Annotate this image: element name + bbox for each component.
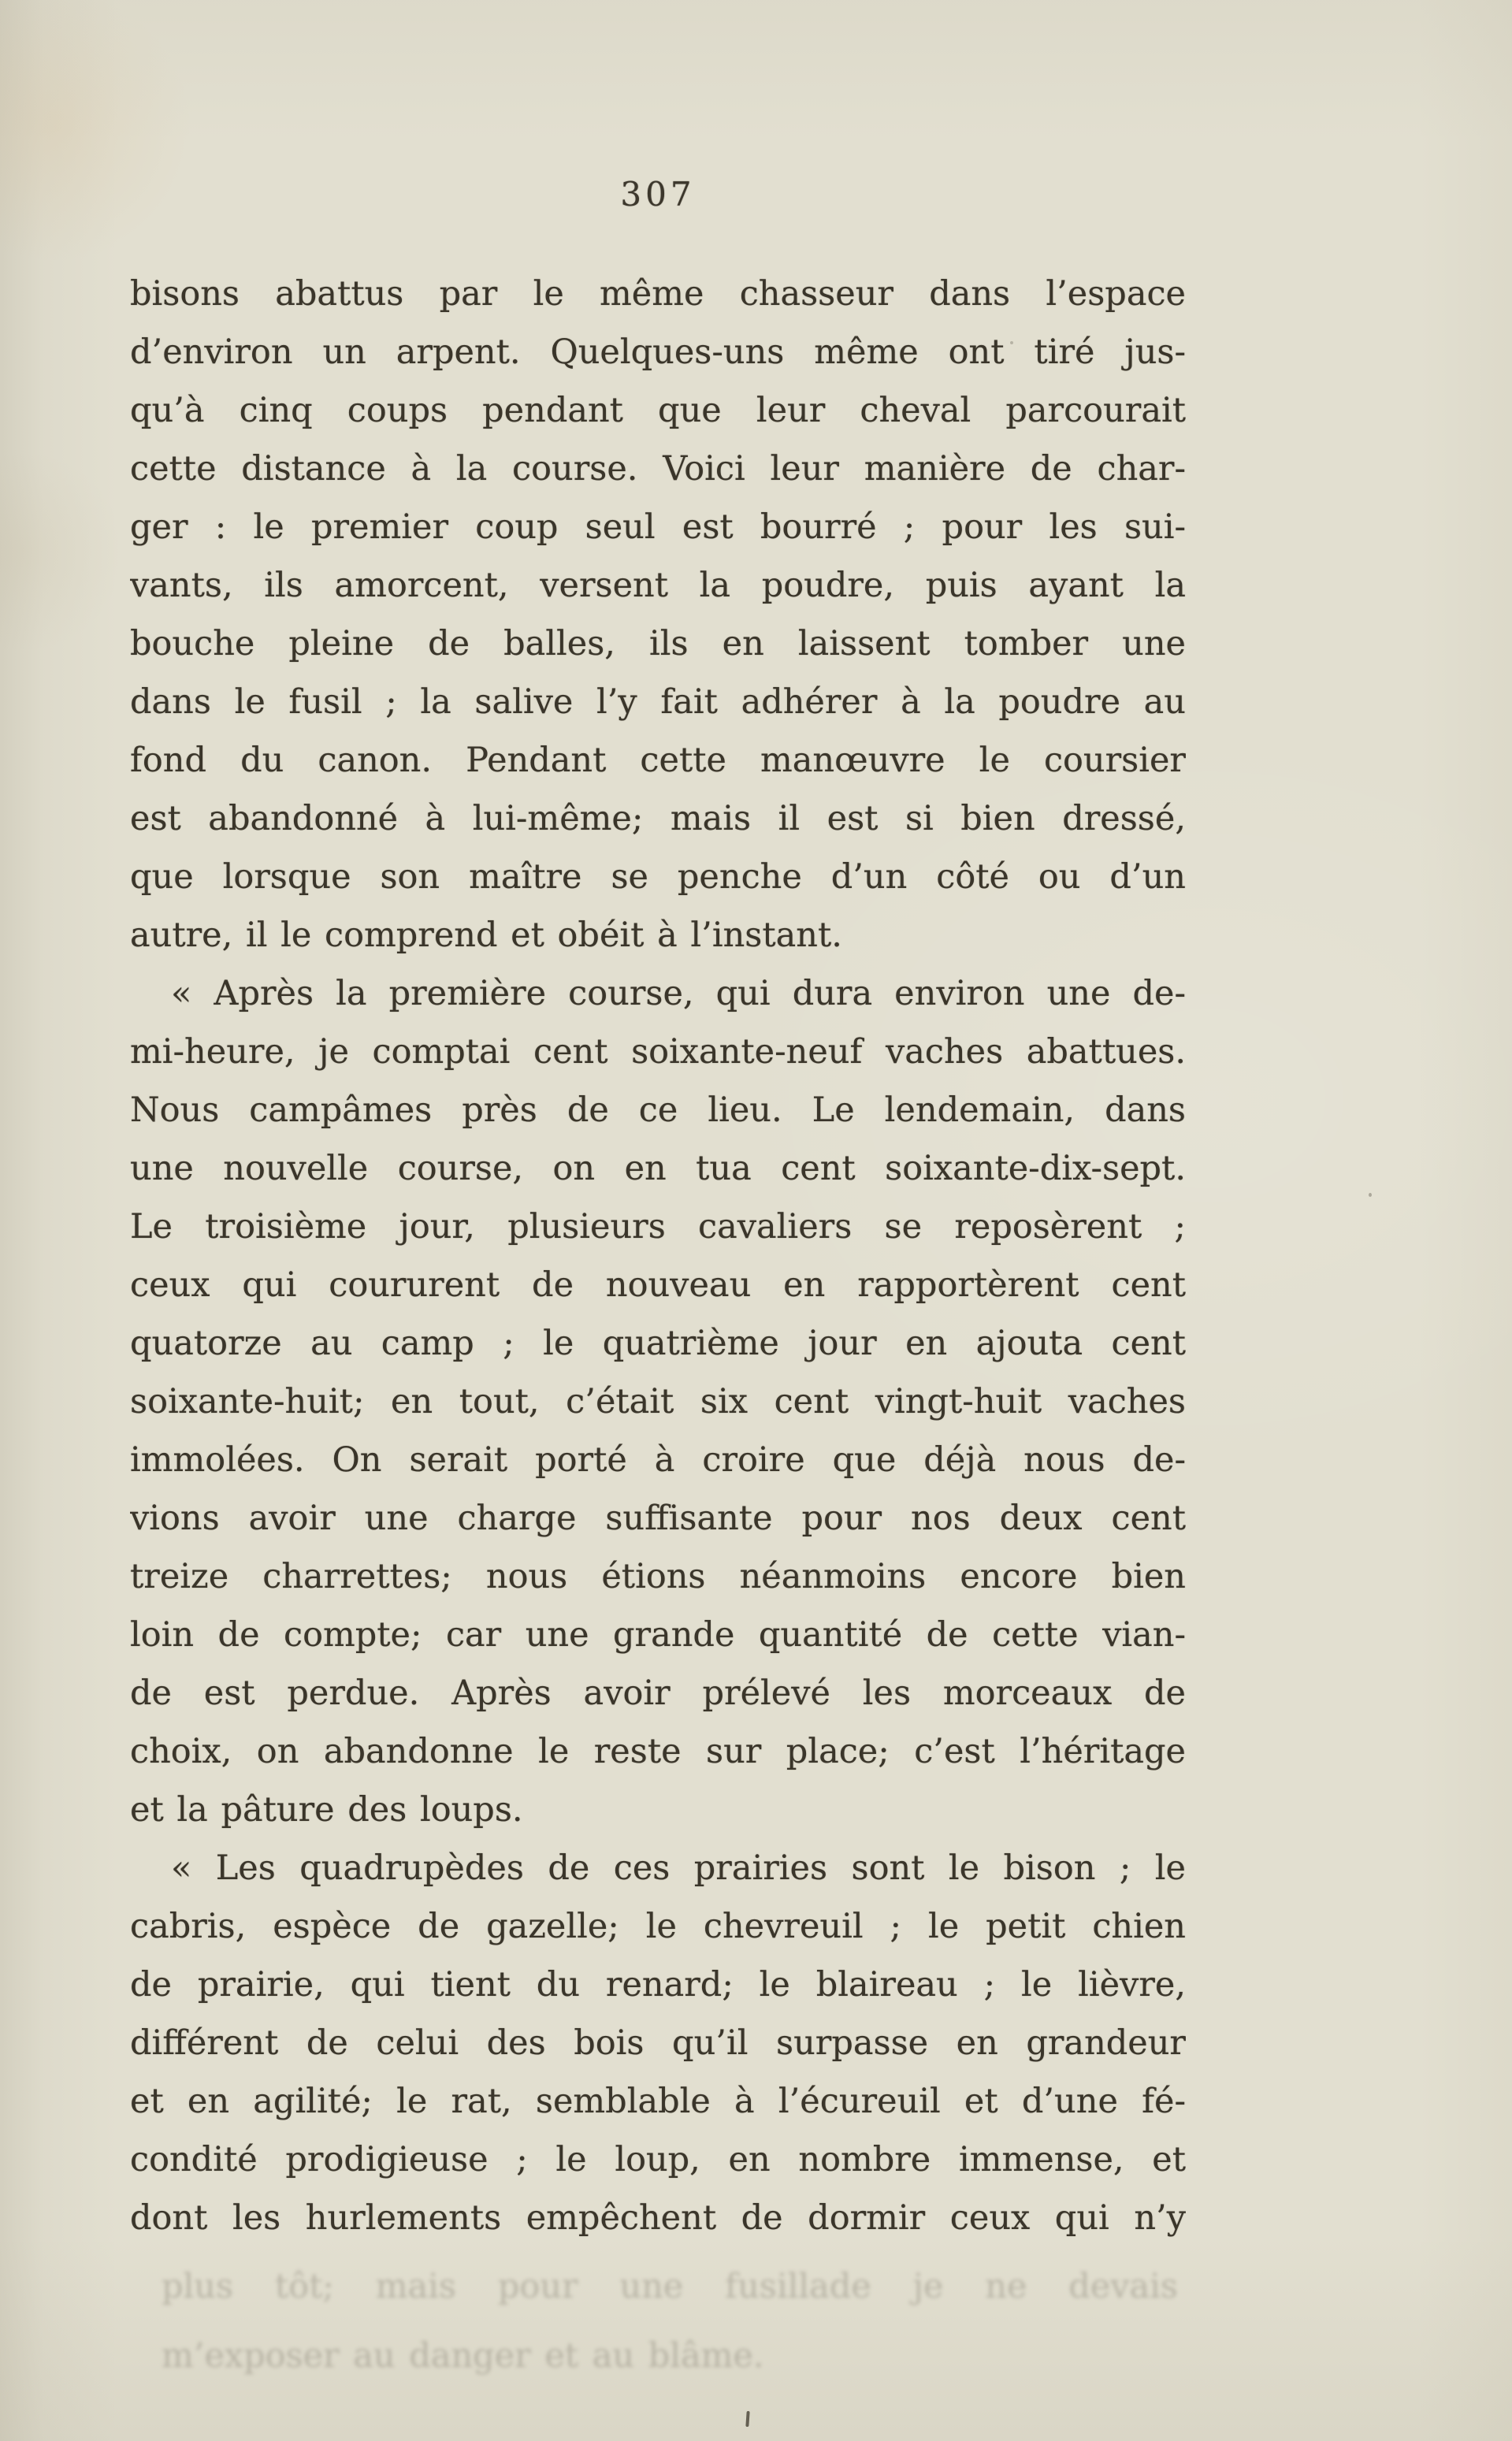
text-line: fond du canon. Pendant cette manœuvre le coursier [130, 741, 1186, 780]
text-line: qu’à cinq coups pendant que leur cheval parcourait [130, 391, 1186, 430]
text-line: Nous campâmes près de ce lieu. Le lendemain, dans [130, 1090, 1186, 1130]
text-line: treize charrettes; nous étions néanmoins encore bien [130, 1557, 1186, 1596]
text-line: condité prodigieuse ; le loup, en nombre immense, et [130, 2140, 1186, 2179]
text-line: « Les quadrupèdes de ces prairies sont le bison ; le [171, 1848, 1186, 1888]
ink-speck [1369, 1193, 1372, 1197]
text-line: ger : le premier coup seul est bourré ; pour les sui- [130, 507, 1186, 547]
text-line: dont les hurlements empêchent de dormir ceux qui n’y [130, 2198, 1186, 2238]
text-line: est abandonné à lui-même; mais il est si bien dressé, [130, 799, 1186, 838]
text-line: ceux qui coururent de nouveau en rapportèrent cent [130, 1265, 1186, 1305]
text-line: soixante-huit; en tout, c’était six cent vingt-huit vaches [130, 1382, 1186, 1421]
text-line: quatorze au camp ; le quatrième jour en ajouta cent [130, 1324, 1186, 1363]
text-line: bouche pleine de balles, ils en laissent tomber une [130, 624, 1186, 663]
text-line: que lorsque son maître se penche d’un côté ou d’un [130, 857, 1186, 897]
text-line: et en agilité; le rat, semblable à l’écureuil et d’une fé- [130, 2082, 1186, 2121]
text-line: vions avoir une charge suffisante pour nos deux cent [130, 1499, 1186, 1538]
bleedthrough-text [162, 2252, 1178, 2391]
text-line: une nouvelle course, on en tua cent soixante-dix-sept. [130, 1149, 1186, 1188]
text-line: différent de celui des bois qu’il surpasse en grandeur [130, 2023, 1186, 2063]
text-line: cette distance à la course. Voici leur manière de char- [130, 449, 1186, 489]
ink-speck [1010, 341, 1013, 344]
text-line: bisons abattus par le même chasseur dans l’espace [130, 274, 1186, 314]
ink-speck [745, 2411, 749, 2427]
text-line: de prairie, qui tient du renard; le blaireau ; le lièvre, [130, 1965, 1186, 2004]
text-line: loin de compte; car une grande quantité de cette vian- [130, 1615, 1186, 1655]
text-line: vants, ils amorcent, versent la poudre, puis ayant la [130, 566, 1186, 605]
text-line: cabris, espèce de gazelle; le chevreuil ; le petit chien [130, 1907, 1186, 1946]
page-number: 307 [620, 175, 696, 214]
text-line: « Après la première course, qui dura environ une de- [171, 974, 1186, 1013]
text-line: autre, il le comprend et obéit à l’instant. [130, 916, 842, 955]
text-line: et la pâture des loups. [130, 1790, 523, 1830]
page-text [130, 265, 1186, 2247]
text-line: de est perdue. Après avoir prélevé les morceaux de [130, 1674, 1186, 1713]
bleedthrough-line: m’exposer au danger et au blâme. [162, 2336, 764, 2376]
text-line: mi-heure, je comptai cent soixante-neuf vaches abattues. [130, 1032, 1186, 1072]
text-line: dans le fusil ; la salive l’y fait adhérer à la poudre au [130, 682, 1186, 722]
text-line: Le troisième jour, plusieurs cavaliers se reposèrent ; [130, 1207, 1186, 1247]
text-line: immolées. On serait porté à croire que déjà nous de- [130, 1440, 1186, 1480]
text-line: d’environ un arpent. Quelques-uns même ont tiré jus- [130, 333, 1186, 372]
bleedthrough-line: plus tôt; mais pour une fusillade je ne devais [162, 2267, 1178, 2306]
text-line: choix, on abandonne le reste sur place; c’est l’héritage [130, 1732, 1186, 1771]
